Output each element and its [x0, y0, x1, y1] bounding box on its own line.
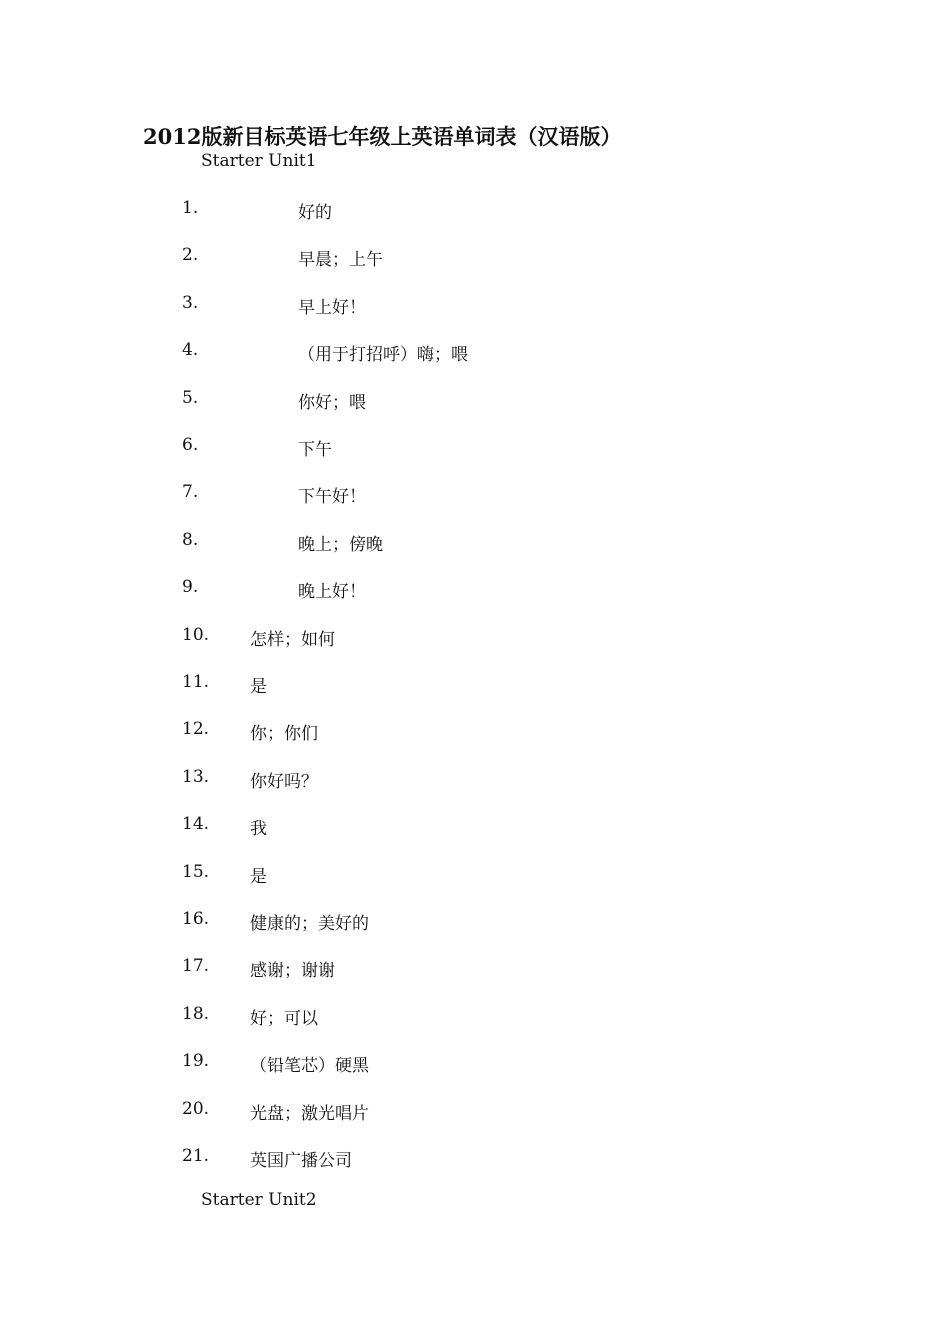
list-item	[0, 340, 950, 370]
item-meaning: 你；你们	[250, 724, 318, 744]
list-item	[0, 672, 950, 702]
item-number: 20.	[182, 1099, 210, 1119]
item-number: 5.	[182, 388, 199, 408]
item-meaning: 早上好！	[298, 298, 366, 318]
item-number: 3.	[182, 293, 199, 313]
item-meaning: 感谢；谢谢	[250, 961, 335, 981]
item-meaning: 晚上；傍晚	[298, 535, 383, 555]
item-meaning: 好的	[298, 203, 332, 223]
item-number: 14.	[182, 814, 210, 834]
item-number: 1.	[182, 198, 199, 218]
item-meaning: 健康的；美好的	[250, 914, 369, 934]
item-meaning: 早晨；上午	[298, 250, 383, 270]
item-number: 7.	[182, 482, 199, 502]
list-item	[0, 625, 950, 655]
list-item	[0, 198, 950, 228]
list-item	[0, 956, 950, 986]
item-meaning: 你好吗？	[250, 772, 318, 792]
section-heading-starter-unit1: Starter Unit1	[201, 151, 317, 171]
list-item	[0, 388, 950, 418]
item-meaning: 怎样；如何	[250, 630, 335, 650]
item-meaning: 我	[250, 819, 267, 839]
list-item	[0, 482, 950, 512]
section-heading-starter-unit2: Starter Unit2	[201, 1190, 317, 1210]
item-meaning: 你好；喂	[298, 393, 366, 413]
item-meaning: 是	[250, 867, 267, 887]
list-item	[0, 293, 950, 323]
list-item	[0, 1099, 950, 1129]
list-item	[0, 435, 950, 465]
list-item	[0, 719, 950, 749]
item-number: 21.	[182, 1146, 210, 1166]
list-item	[0, 1051, 950, 1081]
list-item	[0, 245, 950, 275]
item-number: 12.	[182, 719, 210, 739]
item-number: 8.	[182, 530, 199, 550]
item-number: 17.	[182, 956, 210, 976]
item-number: 9.	[182, 577, 199, 597]
list-item	[0, 814, 950, 844]
item-meaning: 下午	[298, 440, 332, 460]
list-item	[0, 1146, 950, 1176]
item-number: 16.	[182, 909, 210, 929]
item-number: 10.	[182, 625, 210, 645]
list-item	[0, 530, 950, 560]
list-item	[0, 862, 950, 892]
item-meaning: 英国广播公司	[250, 1151, 352, 1171]
list-item	[0, 1004, 950, 1034]
item-meaning: 是	[250, 677, 267, 697]
item-meaning: 下午好！	[298, 487, 366, 507]
item-number: 18.	[182, 1004, 210, 1024]
item-number: 4.	[182, 340, 199, 360]
item-number: 6.	[182, 435, 199, 455]
item-number: 19.	[182, 1051, 210, 1071]
item-number: 15.	[182, 862, 210, 882]
item-meaning: 晚上好！	[298, 582, 366, 602]
item-meaning: （铅笔芯）硬黑	[250, 1056, 369, 1076]
item-number: 2.	[182, 245, 199, 265]
document-title: 2012版新目标英语七年级上英语单词表（汉语版）	[143, 124, 622, 149]
list-item	[0, 577, 950, 607]
item-meaning: 好；可以	[250, 1009, 318, 1029]
item-meaning: （用于打招呼）嗨；喂	[298, 345, 468, 365]
item-number: 11.	[182, 672, 210, 692]
item-number: 13.	[182, 767, 210, 787]
list-item	[0, 909, 950, 939]
list-item	[0, 767, 950, 797]
item-meaning: 光盘；激光唱片	[250, 1104, 369, 1124]
